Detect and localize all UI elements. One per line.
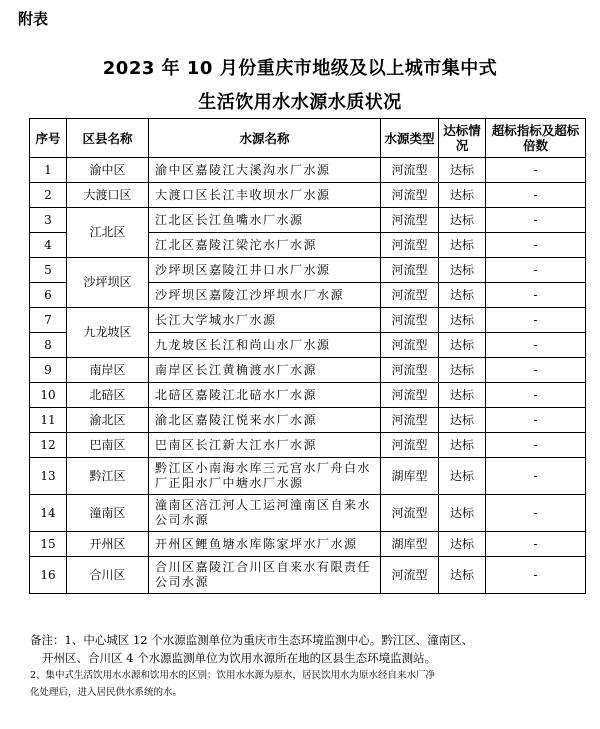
row-status: 达标 (439, 183, 486, 208)
row-source: 渝中区嘉陵江大溪沟水厂水源 (149, 158, 381, 183)
row-district: 渝北区 (67, 408, 149, 433)
page-title: 2023 年 10 月份重庆市地级及以上城市集中式 (102, 58, 498, 79)
row-district: 大渡口区 (67, 183, 149, 208)
row-district: 江北区 (67, 208, 149, 258)
row-source: 渝北区嘉陵江悦来水厂水源 (149, 408, 381, 433)
note-1-line-1: 备注：1、中心城区 12 个水源监测单位为重庆市生态环境监测中心。黔江区、潼南区、 (30, 633, 474, 647)
table-row (30, 433, 586, 458)
note-1-line-2: 开州区、合川区 4 个水源监测单位为饮用水源所在地的区县生态环境监测站。 (42, 651, 437, 665)
row-type: 湖库型 (381, 458, 439, 495)
row-type: 河流型 (381, 433, 439, 458)
row-exceed: - (486, 183, 586, 208)
row-no: 6 (30, 283, 67, 308)
row-exceed: - (486, 258, 586, 283)
table-row (30, 408, 586, 433)
row-no: 13 (30, 458, 67, 495)
row-type: 河流型 (381, 183, 439, 208)
row-status: 达标 (439, 158, 486, 183)
table-row (30, 383, 586, 408)
row-status: 达标 (439, 308, 486, 333)
row-type: 河流型 (381, 557, 439, 594)
row-source: 开州区鲤鱼塘水库陈家坪水厂水源 (149, 532, 381, 557)
row-exceed: - (486, 458, 586, 495)
row-source: 长江大学城水厂水源 (149, 308, 381, 333)
row-type: 河流型 (381, 158, 439, 183)
row-type: 河流型 (381, 258, 439, 283)
table-row (30, 308, 586, 333)
row-status: 达标 (439, 532, 486, 557)
row-no: 11 (30, 408, 67, 433)
row-status: 达标 (439, 383, 486, 408)
table-header-row (30, 119, 586, 158)
water-quality-table (29, 118, 586, 594)
row-exceed: - (486, 358, 586, 383)
row-source: 江北区长江鱼嘴水厂水源 (149, 208, 381, 233)
notes-section (30, 631, 586, 701)
row-no: 10 (30, 383, 67, 408)
row-source: 江北区嘉陵江梁沱水厂水源 (149, 233, 381, 258)
row-exceed: - (486, 308, 586, 333)
row-no: 8 (30, 333, 67, 358)
table-row (30, 258, 586, 283)
row-type: 河流型 (381, 358, 439, 383)
header-no: 序号 (30, 119, 67, 158)
table-row (30, 183, 586, 208)
row-district: 南岸区 (67, 358, 149, 383)
note-2-line-1: 2、集中式生活饮用水水源和饮用水的区别：饮用水水源为原水，居民饮用水为原水经自来水厂净 (30, 670, 436, 681)
row-exceed: - (486, 283, 586, 308)
table-row (30, 208, 586, 233)
row-no: 1 (30, 158, 67, 183)
row-exceed: - (486, 433, 586, 458)
row-source: 潼南区涪江河人工运河潼南区自来水公司水源 (149, 495, 381, 532)
table-row (30, 358, 586, 383)
header-source: 水源名称 (149, 119, 381, 158)
row-exceed: - (486, 557, 586, 594)
row-type: 河流型 (381, 233, 439, 258)
note-2-line-2: 化处理后，进入居民供水系统的水。 (30, 687, 183, 698)
row-type: 河流型 (381, 408, 439, 433)
row-district: 沙坪坝区 (67, 258, 149, 308)
row-status: 达标 (439, 233, 486, 258)
row-source: 黔江区小南海水库三元宫水厂舟白水厂正阳水厂中塘水厂水源 (149, 458, 381, 495)
row-exceed: - (486, 233, 586, 258)
row-type: 河流型 (381, 208, 439, 233)
row-status: 达标 (439, 258, 486, 283)
row-source: 大渡口区长江丰收坝水厂水源 (149, 183, 381, 208)
row-district: 开州区 (67, 532, 149, 557)
row-no: 15 (30, 532, 67, 557)
row-status: 达标 (439, 458, 486, 495)
row-no: 9 (30, 358, 67, 383)
row-status: 达标 (439, 333, 486, 358)
row-district: 合川区 (67, 557, 149, 594)
row-district: 巴南区 (67, 433, 149, 458)
row-source: 沙坪坝区嘉陵江沙坪坝水厂水源 (149, 283, 381, 308)
row-source: 巴南区长江新大江水厂水源 (149, 433, 381, 458)
row-district: 北碚区 (67, 383, 149, 408)
row-type: 河流型 (381, 333, 439, 358)
row-source: 北碚区嘉陵江北碚水厂水源 (149, 383, 381, 408)
page-subtitle: 生活饮用水水源水质状况 (198, 92, 402, 113)
row-no: 3 (30, 208, 67, 233)
row-district: 黔江区 (67, 458, 149, 495)
row-district: 九龙坡区 (67, 308, 149, 358)
header-exceed: 超标指标及超标倍数 (486, 119, 586, 158)
row-no: 14 (30, 495, 67, 532)
row-district: 渝中区 (67, 158, 149, 183)
row-exceed: - (486, 333, 586, 358)
row-no: 7 (30, 308, 67, 333)
row-exceed: - (486, 408, 586, 433)
row-no: 16 (30, 557, 67, 594)
row-source: 合川区嘉陵江合川区自来水有限责任公司水源 (149, 557, 381, 594)
row-no: 12 (30, 433, 67, 458)
row-status: 达标 (439, 208, 486, 233)
row-status: 达标 (439, 358, 486, 383)
row-exceed: - (486, 383, 586, 408)
row-exceed: - (486, 495, 586, 532)
table-row (30, 532, 586, 557)
row-type: 河流型 (381, 283, 439, 308)
header-type: 水源类型 (381, 119, 439, 158)
row-exceed: - (486, 532, 586, 557)
table-row (30, 458, 586, 495)
row-type: 河流型 (381, 383, 439, 408)
header-status: 达标情况 (439, 119, 486, 158)
row-no: 2 (30, 183, 67, 208)
table-row (30, 495, 586, 532)
row-no: 5 (30, 258, 67, 283)
row-status: 达标 (439, 283, 486, 308)
row-status: 达标 (439, 408, 486, 433)
header-district: 区县名称 (67, 119, 149, 158)
row-exceed: - (486, 208, 586, 233)
row-status: 达标 (439, 433, 486, 458)
row-source: 九龙坡区长江和尚山水厂水源 (149, 333, 381, 358)
table-row (30, 158, 586, 183)
row-exceed: - (486, 158, 586, 183)
row-type: 河流型 (381, 495, 439, 532)
row-source: 沙坪坝区嘉陵江井口水厂水源 (149, 258, 381, 283)
row-district: 潼南区 (67, 495, 149, 532)
row-no: 4 (30, 233, 67, 258)
row-type: 湖库型 (381, 532, 439, 557)
row-status: 达标 (439, 557, 486, 594)
row-source: 南岸区长江黄桷渡水厂水源 (149, 358, 381, 383)
table-row (30, 557, 586, 594)
row-status: 达标 (439, 495, 486, 532)
attachment-label: 附表 (18, 10, 49, 28)
row-type: 河流型 (381, 308, 439, 333)
